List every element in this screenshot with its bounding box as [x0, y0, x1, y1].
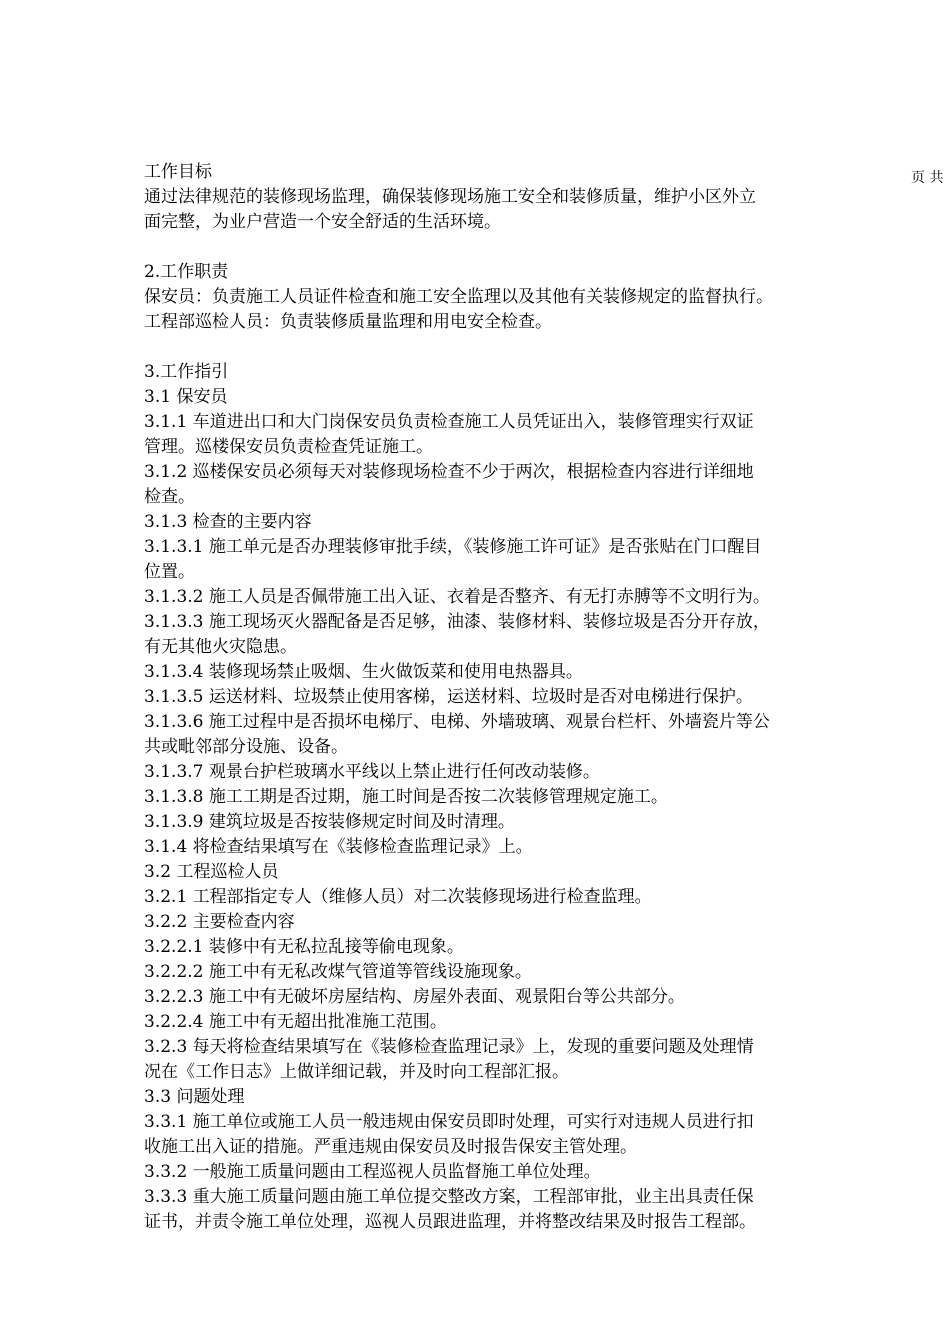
- text-line: 3.2.2.1 装修中有无私拉乱接等偷电现象。: [144, 937, 464, 957]
- text-line: 3.1.3.9 建筑垃圾是否按装修规定时间及时清理。: [144, 812, 515, 832]
- subsection-heading: 3.2.2 主要检查内容: [144, 912, 295, 932]
- text-line: 3.1.3.5 运送材料、垃圾禁止使用客梯，运送材料、垃圾时是否对电梯进行保护。: [144, 687, 753, 707]
- text-line: 3.2.2.2 施工中有无私改煤气管道等管线设施现象。: [144, 962, 532, 982]
- text-line: 通过法律规范的装修现场监理，确保装修现场施工安全和装修质量，维护小区外立: [144, 187, 756, 207]
- section-heading: 2.工作职责: [144, 262, 229, 282]
- text-line: 3.1.3.7 观景台护栏玻璃水平线以上禁止进行任何改动装修。: [144, 762, 600, 782]
- text-line: 3.2.2.4 施工中有无超出批准施工范围。: [144, 1012, 447, 1032]
- blank-line: [144, 235, 844, 260]
- text-line: 3.1.3.8 施工工期是否过期，施工时间是否按二次装修管理规定施工。: [144, 787, 668, 807]
- text-line: 位置。: [144, 562, 195, 582]
- text-line: 3.1.2 巡楼保安员必须每天对装修现场检查不少于两次，根据检查内容进行详细地: [144, 462, 754, 482]
- text-line: 证书，并责令施工单位处理，巡视人员跟进监理，并将整改结果及时报告工程部。: [144, 1212, 756, 1232]
- text-line: 3.2.1 工程部指定专人（维修人员）对二次装修现场进行检查监理。: [144, 887, 652, 907]
- text-line: 况在《工作日志》上做详细记载，并及时向工程部汇报。: [144, 1062, 569, 1082]
- section-heading: 3.工作指引: [144, 362, 229, 382]
- text-line: 3.1.3.1 施工单元是否办理装修审批手续，《装修施工许可证》是否张贴在门口醒目: [144, 537, 762, 557]
- text-line: 收施工出入证的措施。严重违规由保安员及时报告保安主管处理。: [144, 1137, 637, 1157]
- subsection-heading: 3.1 保安员: [144, 387, 228, 407]
- text-line: 3.1.1 车道进出口和大门岗保安员负责检查施工人员凭证出入，装修管理实行双证: [144, 412, 754, 432]
- text-line: 检查。: [144, 487, 195, 507]
- text-line: 3.1.4 将检查结果填写在《装修检查监理记录》上。: [144, 837, 533, 857]
- text-line: 3.3.2 一般施工质量问题由工程巡视人员监督施工单位处理。: [144, 1162, 601, 1182]
- text-line: 工程部巡检人员：负责装修质量监理和用电安全检查。: [144, 312, 552, 332]
- document-body: [144, 160, 844, 1235]
- text-line: 3.2.2.3 施工中有无破坏房屋结构、房屋外表面、观景阳台等公共部分。: [144, 987, 685, 1007]
- subsection-heading: 3.2 工程巡检人员: [144, 862, 279, 882]
- subsection-heading: 3.1.3 检查的主要内容: [144, 512, 312, 532]
- text-line: 3.1.3.4 装修现场禁止吸烟、生火做饭菜和使用电热器具。: [144, 662, 583, 682]
- blank-line: [144, 335, 844, 360]
- text-line: 3.2.3 每天将检查结果填写在《装修检查监理记录》上，发现的重要问题及处理情: [144, 1037, 754, 1057]
- text-line: 3.3.3 重大施工质量问题由施工单位提交整改方案，工程部审批，业主出具责任保: [144, 1187, 754, 1207]
- text-line: 3.1.3.6 施工过程中是否损坏电梯厅、电梯、外墙玻璃、观景台栏杆、外墙瓷片等公: [144, 712, 770, 732]
- text-line: 有无其他火灾隐患。: [144, 637, 297, 657]
- text-line: 共或毗邻部分设施、设备。: [144, 737, 348, 757]
- text-line: 3.1.3.2 施工人员是否佩带施工出入证、衣着是否整齐、有无打赤膊等不文明行为。: [144, 587, 770, 607]
- page-count-note: 页 共: [911, 170, 944, 186]
- text-line: 管理。巡楼保安员负责检查凭证施工。: [144, 437, 433, 457]
- subsection-heading: 3.3 问题处理: [144, 1087, 245, 1107]
- text-line: 3.1.3.3 施工现场灭火器配备是否足够，油漆、装修材料、装修垃圾是否分开存放，: [144, 612, 770, 632]
- text-line: 保安员：负责施工人员证件检查和施工安全监理以及其他有关装修规定的监督执行。: [144, 287, 773, 307]
- section-heading: 工作目标: [144, 162, 212, 182]
- text-line: 3.3.1 施工单位或施工人员一般违规由保安员即时处理，可实行对违规人员进行扣: [144, 1112, 754, 1132]
- text-line: 面完整，为业户营造一个安全舒适的生活环境。: [144, 212, 501, 232]
